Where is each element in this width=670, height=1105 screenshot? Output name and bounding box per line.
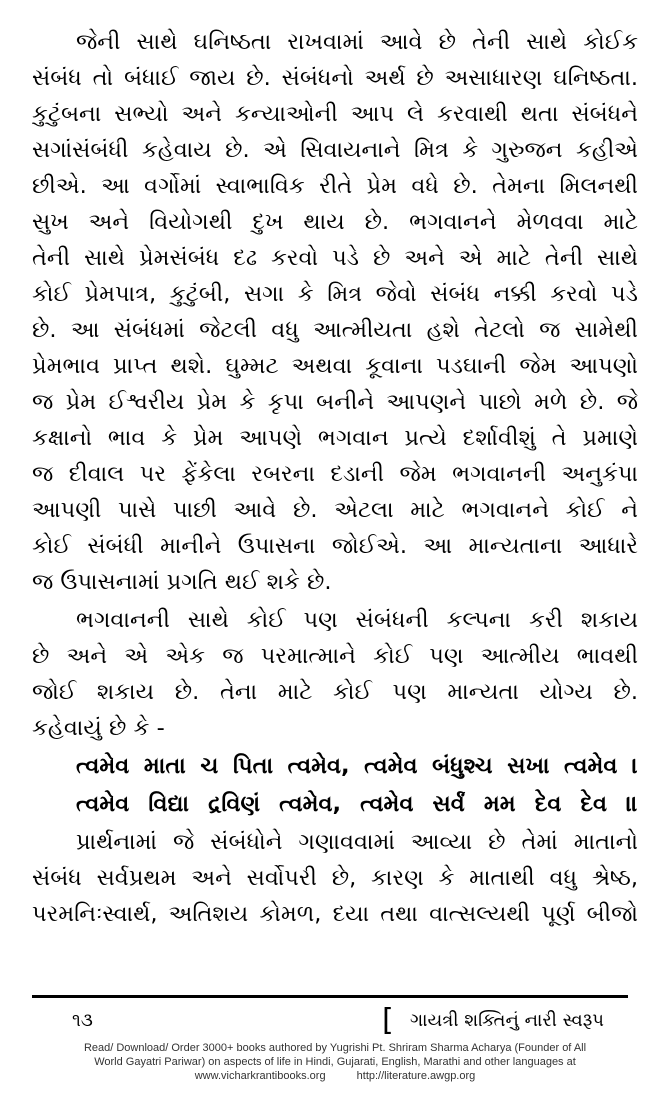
text-line: પ્રાર્થનામાં જે સંબંધોને ગણાવવામાં આવ્યા છે તેમાં માતાનો (76, 829, 638, 855)
text-line: છે. આ સંબંધમાં જેટલી વધુ આત્મીયતા હશે તેટલો જ સામેથી (32, 317, 638, 343)
text-line: તેની સાથે પ્રેમસંબંધ દઢ કરવો પડે છે અને એ માટે તેની સાથે (32, 245, 638, 271)
footer-line: Read/ Download/ Order 3000+ books authored by Yugrishi Pt. Shriram Sharma Acharya (Founder of All (83, 1042, 587, 1054)
text-line: કોઈ પ્રેમપાત્ર, કુટુંબી, સગા કે મિત્ર જેવો સંબંધ નક્કી કરવો પડે (32, 281, 638, 307)
text-line: જ દીવાલ પર ફેંકેલા રબરના દડાની જેમ ભગવાનની અનુકંપા (32, 461, 638, 487)
text-line: સંબંધ સર્વપ્રથમ અને સર્વોપરી છે, કારણ કે માતાથી વધુ શ્રેષ્ઠ, (32, 865, 638, 891)
text-line: સગાંસંબંધી કહેવાય છે. એ સિવાયનાને મિત્ર કે ગુરુજન કહીએ (32, 137, 638, 163)
literature-link[interactable]: http://literature.awgp.org (356, 1070, 476, 1082)
text-line: સંબંધ તો બંધાઈ જાય છે. સંબંધનો અર્થ છે અસાધારણ ઘનિષ્ઠતા. (32, 65, 638, 91)
verse-line: ત્વમેવ માતા ચ પિતા ત્વમેવ, ત્વમેવ બંધુશ્ચ સખા ત્વમેવ । (76, 753, 638, 779)
text-line: કુટુંબના સભ્યો અને કન્યાઓની આપ લે કરવાથી થતા સંબંધને (32, 101, 638, 127)
verse-line: ત્વમેવ વિદ્યા દ્રવિણં ત્વમેવ, ત્વમેવ સર્વં મમ દેવ દેવ ॥ (76, 791, 638, 817)
text-line: ભગવાનની સાથે કોઈ પણ સંબંધની કલ્પના કરી શકાય (76, 607, 638, 633)
text-line: જોઈ શકાય છે. તેના માટે કોઈ પણ માન્યતા યોગ્ય છે. (32, 679, 638, 705)
title-bracket: [ (382, 1003, 394, 1038)
vicharkranti-link[interactable]: www.vicharkrantibooks.org (194, 1070, 326, 1082)
footer-rule (32, 995, 628, 998)
text-line: કક્ષાનો ભાવ કે પ્રેમ આપણે ભગવાન પ્રત્યે દર્શાવીશું તે પ્રમાણે (32, 425, 638, 451)
book-title: ગાયત્રી શક્તિનું નારી સ્વરૂપ (410, 1010, 604, 1031)
text-line: છે અને એ એક જ પરમાત્માને કોઈ પણ આત્મીય ભાવથી (32, 643, 638, 669)
text-line: જ પ્રેમ ઈશ્વરીય પ્રેમ કે કૃપા બનીને આપણને પાછો મળે છે. જે (32, 389, 638, 415)
text-line: જ ઉપાસનામાં પ્રગતિ થઈ શકે છે. (32, 569, 332, 595)
text-line: છીએ. આ વર્ગોમાં સ્વાભાવિક રીતે પ્રેમ વધે છે. તેમના મિલનથી (32, 173, 638, 199)
footer-links (0, 1069, 670, 1083)
footer-line: World Gayatri Pariwar) on aspects of life in Hindi, Gujarati, English, Marathi and other languages at (94, 1056, 576, 1068)
text-line: સુખ અને વિયોગથી દુખ થાય છે. ભગવાનને મેળવવા માટે (32, 209, 638, 235)
text-line: આપણી પાસે પાછી આવે છે. એટલા માટે ભગવાનને કોઈ ને (32, 497, 638, 523)
text-line: જેની સાથે ઘનિષ્ઠતા રાખવામાં આવે છે તેની સાથે કોઈક (76, 29, 638, 55)
page-number: ૧૩ (72, 1010, 93, 1031)
text-line: કહેવાયું છે કે - (32, 715, 165, 741)
text-line: કોઈ સંબંધી માનીને ઉપાસના જોઈએ. આ માન્યતાના આધારે (32, 533, 638, 559)
text-line: પરમનિઃસ્વાર્થ, અતિશય કોમળ, દયા તથા વાત્સલ્યથી પૂર્ણ બીજો (32, 901, 638, 927)
text-line: પ્રેમભાવ પ્રાપ્ત થશે. ઘુમ્મટ અથવા કૂવાના પડઘાની જેમ આપણો (32, 353, 638, 379)
